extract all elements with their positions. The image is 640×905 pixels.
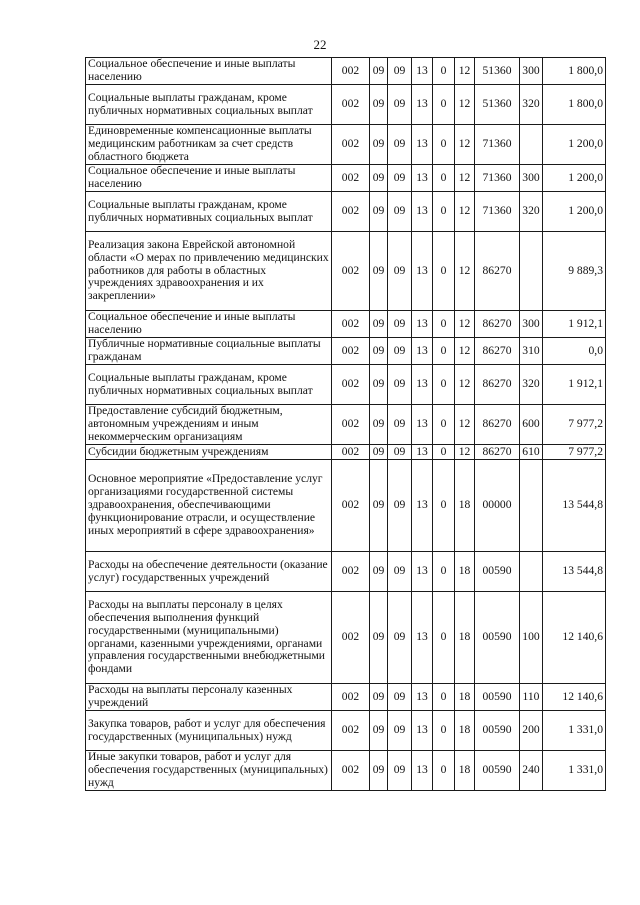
section-code: 09 (370, 445, 388, 460)
direction-code: 00590 (475, 684, 520, 711)
measure-code: 18 (455, 751, 475, 791)
program-code: 13 (412, 445, 433, 460)
row-description: Реализация закона Еврейской автономной области «О мерах по привлечению медицинских работников для работы в областных учреждениях здравоохранения и их закреплении» (86, 232, 332, 311)
amount: 1 800,0 (543, 85, 606, 125)
amount: 7 977,2 (543, 445, 606, 460)
section-code: 09 (370, 125, 388, 165)
ministry-code: 002 (332, 365, 370, 405)
amount: 0,0 (543, 338, 606, 365)
section-code: 09 (370, 232, 388, 311)
subsection-code: 09 (388, 552, 412, 592)
measure-code: 12 (455, 338, 475, 365)
direction-code: 00590 (475, 592, 520, 684)
page-number: 22 (313, 37, 327, 52)
ministry-code: 002 (332, 85, 370, 125)
table-row (86, 684, 606, 711)
expense-type-code (520, 232, 543, 311)
subprogram-code: 0 (433, 751, 455, 791)
amount: 1 200,0 (543, 192, 606, 232)
subsection-code: 09 (388, 405, 412, 445)
table-row (86, 58, 606, 85)
row-description: Единовременные компенсационные выплаты медицинским работникам за счет средств областного бюджета (86, 125, 332, 165)
row-description: Закупка товаров, работ и услуг для обеспечения государственных (муниципальных) нужд (86, 711, 332, 751)
ministry-code: 002 (332, 338, 370, 365)
section-code: 09 (370, 684, 388, 711)
subprogram-code: 0 (433, 460, 455, 552)
expense-type-code (520, 125, 543, 165)
amount: 13 544,8 (543, 460, 606, 552)
direction-code: 71360 (475, 192, 520, 232)
measure-code: 12 (455, 85, 475, 125)
direction-code: 00590 (475, 751, 520, 791)
program-code: 13 (412, 684, 433, 711)
measure-code: 12 (455, 125, 475, 165)
subprogram-code: 0 (433, 165, 455, 192)
row-description: Расходы на выплаты персоналу казенных учреждений (86, 684, 332, 711)
subprogram-code: 0 (433, 311, 455, 338)
table-row (86, 405, 606, 445)
program-code: 13 (412, 552, 433, 592)
direction-code: 71360 (475, 125, 520, 165)
expense-type-code: 300 (520, 165, 543, 192)
subsection-code: 09 (388, 192, 412, 232)
direction-code: 86270 (475, 232, 520, 311)
amount: 1 800,0 (543, 58, 606, 85)
section-code: 09 (370, 405, 388, 445)
subsection-code: 09 (388, 592, 412, 684)
section-code: 09 (370, 58, 388, 85)
ministry-code: 002 (332, 232, 370, 311)
section-code: 09 (370, 711, 388, 751)
expense-type-code: 320 (520, 192, 543, 232)
program-code: 13 (412, 711, 433, 751)
subsection-code: 09 (388, 232, 412, 311)
table-row (86, 711, 606, 751)
measure-code: 18 (455, 711, 475, 751)
amount: 1 912,1 (543, 311, 606, 338)
subsection-code: 09 (388, 311, 412, 338)
measure-code: 18 (455, 552, 475, 592)
measure-code: 12 (455, 58, 475, 85)
subsection-code: 09 (388, 445, 412, 460)
expense-type-code (520, 552, 543, 592)
measure-code: 12 (455, 445, 475, 460)
direction-code: 86270 (475, 365, 520, 405)
amount: 1 331,0 (543, 751, 606, 791)
section-code: 09 (370, 165, 388, 192)
program-code: 13 (412, 338, 433, 365)
amount: 13 544,8 (543, 552, 606, 592)
ministry-code: 002 (332, 311, 370, 338)
subprogram-code: 0 (433, 232, 455, 311)
expense-type-code: 240 (520, 751, 543, 791)
subprogram-code: 0 (433, 711, 455, 751)
expense-type-code: 310 (520, 338, 543, 365)
amount: 9 889,3 (543, 232, 606, 311)
row-description: Социальное обеспечение и иные выплаты населению (86, 58, 332, 85)
measure-code: 12 (455, 365, 475, 405)
program-code: 13 (412, 165, 433, 192)
program-code: 13 (412, 460, 433, 552)
subsection-code: 09 (388, 365, 412, 405)
section-code: 09 (370, 751, 388, 791)
program-code: 13 (412, 405, 433, 445)
ministry-code: 002 (332, 751, 370, 791)
direction-code: 51360 (475, 85, 520, 125)
subprogram-code: 0 (433, 85, 455, 125)
program-code: 13 (412, 751, 433, 791)
subprogram-code: 0 (433, 405, 455, 445)
ministry-code: 002 (332, 460, 370, 552)
expense-type-code: 610 (520, 445, 543, 460)
expense-type-code: 200 (520, 711, 543, 751)
row-description: Субсидии бюджетным учреждениям (86, 445, 332, 460)
row-description: Расходы на обеспечение деятельности (оказание услуг) государственных учреждений (86, 552, 332, 592)
subprogram-code: 0 (433, 592, 455, 684)
amount: 12 140,6 (543, 684, 606, 711)
row-description: Публичные нормативные социальные выплаты гражданам (86, 338, 332, 365)
subprogram-code: 0 (433, 552, 455, 592)
section-code: 09 (370, 85, 388, 125)
amount: 1 912,1 (543, 365, 606, 405)
table-row (86, 460, 606, 552)
amount: 7 977,2 (543, 405, 606, 445)
section-code: 09 (370, 460, 388, 552)
section-code: 09 (370, 552, 388, 592)
amount: 1 331,0 (543, 711, 606, 751)
measure-code: 12 (455, 165, 475, 192)
budget-table (85, 57, 606, 791)
subsection-code: 09 (388, 460, 412, 552)
table-row (86, 592, 606, 684)
direction-code: 86270 (475, 405, 520, 445)
row-description: Предоставление субсидий бюджетным, автономным учреждениям и иным некоммерческим организациям (86, 405, 332, 445)
subsection-code: 09 (388, 751, 412, 791)
row-description: Основное мероприятие «Предоставление услуг организациями государственной системы здравоохранения, обеспечивающими функционирование отрасли, и осуществление иных мероприятий в сфере здравоохранения» (86, 460, 332, 552)
expense-type-code: 320 (520, 365, 543, 405)
direction-code: 00000 (475, 460, 520, 552)
subprogram-code: 0 (433, 192, 455, 232)
program-code: 13 (412, 365, 433, 405)
direction-code: 00590 (475, 711, 520, 751)
direction-code: 00590 (475, 552, 520, 592)
section-code: 09 (370, 365, 388, 405)
section-code: 09 (370, 338, 388, 365)
subsection-code: 09 (388, 684, 412, 711)
table-body (86, 58, 606, 791)
subsection-code: 09 (388, 58, 412, 85)
subsection-code: 09 (388, 165, 412, 192)
subsection-code: 09 (388, 338, 412, 365)
ministry-code: 002 (332, 125, 370, 165)
table-row (86, 192, 606, 232)
table-row (86, 552, 606, 592)
expense-type-code (520, 460, 543, 552)
section-code: 09 (370, 192, 388, 232)
table-row (86, 311, 606, 338)
measure-code: 18 (455, 592, 475, 684)
direction-code: 86270 (475, 338, 520, 365)
program-code: 13 (412, 192, 433, 232)
direction-code: 51360 (475, 58, 520, 85)
ministry-code: 002 (332, 552, 370, 592)
ministry-code: 002 (332, 192, 370, 232)
expense-type-code: 110 (520, 684, 543, 711)
ministry-code: 002 (332, 165, 370, 192)
ministry-code: 002 (332, 592, 370, 684)
measure-code: 18 (455, 684, 475, 711)
amount: 1 200,0 (543, 125, 606, 165)
table-row (86, 165, 606, 192)
row-description: Социальное обеспечение и иные выплаты населению (86, 311, 332, 338)
program-code: 13 (412, 125, 433, 165)
expense-type-code: 100 (520, 592, 543, 684)
measure-code: 12 (455, 192, 475, 232)
measure-code: 12 (455, 232, 475, 311)
ministry-code: 002 (332, 711, 370, 751)
subsection-code: 09 (388, 125, 412, 165)
ministry-code: 002 (332, 445, 370, 460)
table-row (86, 338, 606, 365)
table-row (86, 365, 606, 405)
program-code: 13 (412, 58, 433, 85)
subprogram-code: 0 (433, 445, 455, 460)
subsection-code: 09 (388, 711, 412, 751)
subprogram-code: 0 (433, 684, 455, 711)
table-row (86, 125, 606, 165)
table-row (86, 232, 606, 311)
measure-code: 12 (455, 311, 475, 338)
table-row (86, 85, 606, 125)
amount: 12 140,6 (543, 592, 606, 684)
direction-code: 71360 (475, 165, 520, 192)
program-code: 13 (412, 85, 433, 125)
row-description: Социальные выплаты гражданам, кроме публичных нормативных социальных выплат (86, 365, 332, 405)
subprogram-code: 0 (433, 338, 455, 365)
measure-code: 12 (455, 405, 475, 445)
measure-code: 18 (455, 460, 475, 552)
subsection-code: 09 (388, 85, 412, 125)
program-code: 13 (412, 311, 433, 338)
subprogram-code: 0 (433, 125, 455, 165)
expense-type-code: 300 (520, 311, 543, 338)
expense-type-code: 600 (520, 405, 543, 445)
subprogram-code: 0 (433, 58, 455, 85)
program-code: 13 (412, 232, 433, 311)
ministry-code: 002 (332, 58, 370, 85)
expense-type-code: 320 (520, 85, 543, 125)
section-code: 09 (370, 592, 388, 684)
program-code: 13 (412, 592, 433, 684)
row-description: Социальное обеспечение и иные выплаты населению (86, 165, 332, 192)
row-description: Социальные выплаты гражданам, кроме публичных нормативных социальных выплат (86, 192, 332, 232)
table-row (86, 445, 606, 460)
section-code: 09 (370, 311, 388, 338)
subprogram-code: 0 (433, 365, 455, 405)
row-description: Социальные выплаты гражданам, кроме публичных нормативных социальных выплат (86, 85, 332, 125)
direction-code: 86270 (475, 445, 520, 460)
ministry-code: 002 (332, 405, 370, 445)
direction-code: 86270 (475, 311, 520, 338)
row-description: Расходы на выплаты персоналу в целях обеспечения выполнения функций государственными (муниципальными) органами, казенными учреждениями, органами управления государственными внебюджетными фондами (86, 592, 332, 684)
row-description: Иные закупки товаров, работ и услуг для обеспечения государственных (муниципальных) нужд (86, 751, 332, 791)
amount: 1 200,0 (543, 165, 606, 192)
table-row (86, 751, 606, 791)
ministry-code: 002 (332, 684, 370, 711)
expense-type-code: 300 (520, 58, 543, 85)
